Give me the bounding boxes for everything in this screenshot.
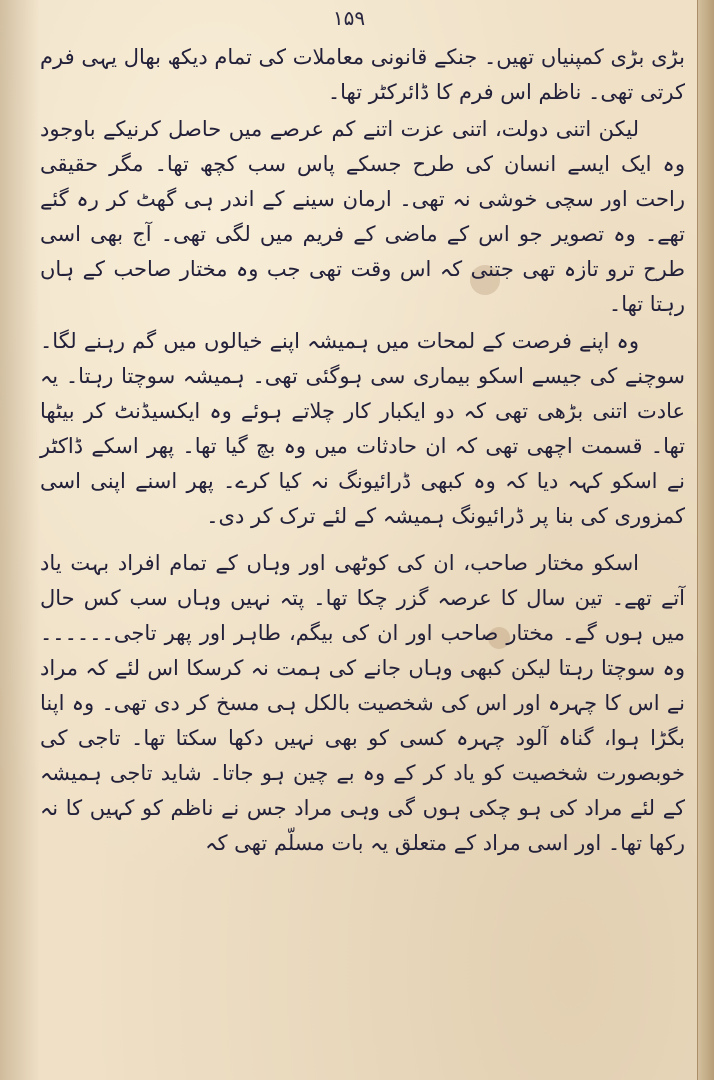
binding-shadow [0, 0, 40, 1080]
paragraph-3: وہ اپنے فرصت کے لمحات میں ہمیشہ اپنے خیالوں میں گم رہنے لگا۔ سوچنے کی جیسے اسکو بیماری سی ہوگئی تھی۔ ہمیشہ سوچتا رہتا۔ یہ عادت اتنی بڑھی تھی کہ دو ایکبار کار چلاتے ہوئے وہ ایکسیڈنٹ کر بیٹھا تھا۔ قسمت اچھی تھی کہ ان حادثات میں وہ بچ گیا تھا۔ پھر اسکے ڈاکٹر نے اسکو کہہ دیا کہ وہ کبھی ڈرائیونگ نہ کیا کرے۔ پھر اسنے اپنی اسی کمزوری کی بنا پر ڈرائیونگ ہمیشہ کے لئے ترک کر دی۔ [40, 329, 685, 528]
page-edge [697, 0, 714, 1080]
page-number: ۱۵۹ [332, 6, 366, 30]
text-body [40, 40, 685, 861]
paragraph-1: بڑی بڑی کمپنیاں تھیں۔ جنکے قانونی معاملات کی تمام دیکھ بھال یہی فرم کرتی تھی۔ ناظم اس فرم کا ڈائرکٹر تھا۔ [40, 45, 685, 104]
paragraph-4: اسکو مختار صاحب، ان کی کوٹھی اور وہاں کے تمام افراد بہت یاد آتے تھے۔ تین سال کا عرصہ گزر چکا تھا۔ پتہ نہیں وہاں سب کس حال میں ہوں گے۔ مختار صاحب اور ان کی بیگم، طاہر اور پھر تاجی۔۔۔۔۔۔ وہ سوچتا رہتا لیکن کبھی وہاں جانے کی ہمت نہ کرسکا اس لئے کہ مراد نے اس کا چہرہ اور اس کی شخصیت بالکل ہی مسخ کر دی تھی۔ وہ اپنا بگڑا ہوا، گناہ آلود چہرہ کسی کو بھی نہیں دکھا سکتا تھا۔ تاجی کی خوبصورت شخصیت کو یاد کر کے وہ بے چین ہو جاتا۔ شاید تاجی ہمیشہ کے لئے مراد کی ہو چکی ہوں گی وہی مراد جس نے ناظم کو کہیں کا نہ رکھا تھا۔ اور اسی مراد کے متعلق یہ بات مسلّم تھی کہ [40, 551, 685, 855]
paragraph-2: لیکن اتنی دولت، اتنی عزت اتنے کم عرصے میں حاصل کرنیکے باوجود وہ ایک ایسے انسان کی طرح جسکے پاس سب کچھ تھا۔ مگر حقیقی راحت اور سچی خوشی نہ تھی۔ ارمان سینے کے اندر ہی گھٹ کر رہ گئے تھے۔ وہ تصویر جو اس کے ماضی کے فریم میں لگی تھی۔ آج بھی اسی طرح ترو تازہ تھی جتنی کہ اس وقت تھی جب وہ مختار صاحب کے ہاں رہتا تھا۔ [40, 117, 685, 316]
